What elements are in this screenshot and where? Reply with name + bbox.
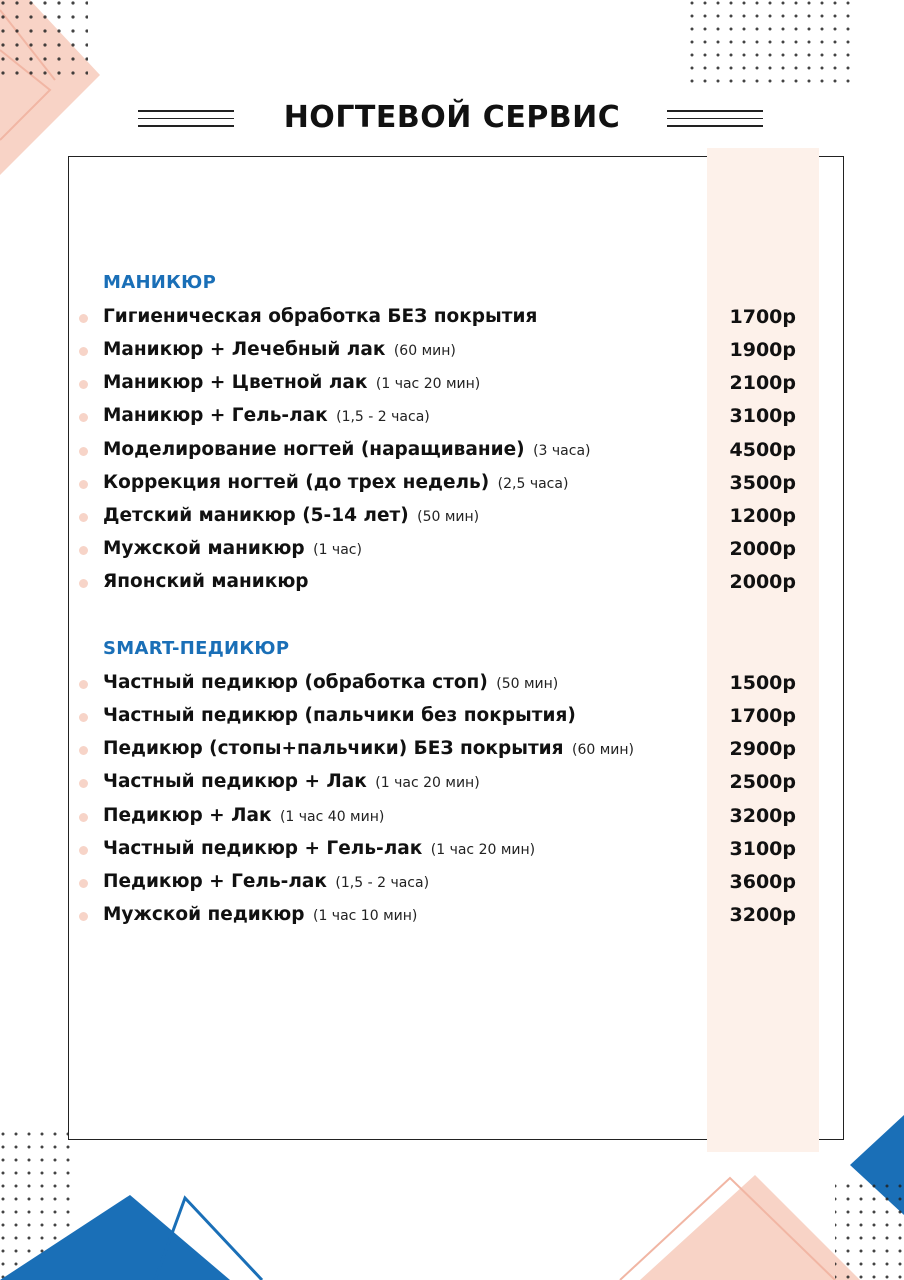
list-item [0, 735, 904, 765]
item-name: Маникюр + Лечебный лак [103, 339, 386, 360]
item-name: Маникюр + Цветной лак [103, 372, 368, 393]
item-price: 1700р [729, 306, 796, 328]
item-price: 3600р [729, 871, 796, 893]
bullet-icon [79, 680, 88, 689]
list-item [0, 802, 904, 832]
bullet-icon [79, 546, 88, 555]
item-name: Педикюр + Гель-лак [103, 871, 327, 892]
item-name: Частный педикюр + Гель-лак [103, 838, 423, 859]
item-price: 2500р [729, 771, 796, 793]
item-price: 1500р [729, 672, 796, 694]
item-name: Мужской маникюр [103, 538, 305, 559]
item-price: 2900р [729, 738, 796, 760]
section-title-manicure: МАНИКЮР [103, 272, 217, 293]
item-name: Маникюр + Гель-лак [103, 405, 328, 426]
bullet-icon [79, 813, 88, 822]
list-item [0, 436, 904, 466]
item-duration: (1 час 40 мин) [279, 809, 385, 825]
item-price: 1700р [729, 705, 796, 727]
item-price: 2000р [729, 538, 796, 560]
item-price: 3500р [729, 472, 796, 494]
bullet-icon [79, 314, 88, 323]
item-name: Гигиеническая обработка БЕЗ покрытия [103, 306, 538, 327]
item-duration: (1 час 20 мин) [430, 842, 536, 858]
item-name: Мужской педикюр [103, 904, 305, 925]
list-item [0, 669, 904, 699]
item-price: 3200р [729, 904, 796, 926]
item-price: 1900р [729, 339, 796, 361]
item-duration: (1 час 20 мин) [375, 775, 480, 791]
item-name: Частный педикюр (пальчики без покрытия) [103, 705, 576, 726]
bullet-icon [79, 480, 88, 489]
item-name: Коррекция ногтей (до трех недель) [103, 472, 490, 493]
bullet-icon [79, 447, 88, 456]
item-duration: (1,5 - 2 часа) [335, 875, 430, 891]
list-item [0, 402, 904, 432]
item-price: 3100р [729, 405, 796, 427]
item-name: Педикюр (стопы+пальчики) БЕЗ покрытия [103, 738, 564, 759]
top-left-triangles [0, 0, 100, 175]
top-right-dots [690, 0, 850, 90]
list-item [0, 835, 904, 865]
item-duration: (50 мин) [417, 509, 480, 525]
item-duration: (50 мин) [496, 676, 559, 692]
list-item [0, 336, 904, 366]
item-price: 1200р [729, 505, 796, 527]
item-price: 3100р [729, 838, 796, 860]
list-item [0, 469, 904, 499]
item-duration: (1 час 20 мин) [375, 376, 481, 392]
bottom-left-shapes [0, 1125, 262, 1280]
list-item [0, 502, 904, 532]
item-duration: (3 часа) [533, 443, 591, 459]
bullet-icon [79, 579, 88, 588]
bullet-icon [79, 380, 88, 389]
bullet-icon [79, 912, 88, 921]
item-duration: (1 час) [313, 542, 362, 558]
page-title: НОГТЕВОЙ СЕРВИС [283, 100, 621, 135]
title-decoration-right [667, 110, 763, 132]
item-duration: (1 час 10 мин) [312, 908, 418, 924]
item-name: Моделирование ногтей (наращивание) [103, 439, 525, 460]
price-column-background [707, 148, 819, 1152]
bullet-icon [79, 879, 88, 888]
bullet-icon [79, 746, 88, 755]
bullet-icon [79, 846, 88, 855]
bullet-icon [79, 713, 88, 722]
item-name: Детский маникюр (5-14 лет) [103, 505, 409, 526]
bullet-icon [79, 413, 88, 422]
list-item [0, 901, 904, 931]
item-price: 4500р [729, 439, 796, 461]
header [0, 98, 904, 142]
list-item [0, 535, 904, 565]
item-name: Японский маникюр [103, 571, 309, 592]
list-item [0, 303, 904, 333]
list-item [0, 868, 904, 898]
list-item [0, 702, 904, 732]
item-duration: (2,5 часа) [497, 476, 569, 492]
item-duration: (60 мин) [393, 343, 456, 359]
list-item [0, 768, 904, 798]
item-name: Частный педикюр (обработка стоп) [103, 672, 488, 693]
bullet-icon [79, 347, 88, 356]
bullet-icon [79, 779, 88, 788]
list-item [0, 369, 904, 399]
item-price: 2000р [729, 571, 796, 593]
item-name: Педикюр + Лак [103, 805, 272, 826]
item-duration: (1,5 - 2 часа) [336, 409, 430, 425]
bullet-icon [79, 513, 88, 522]
list-item [0, 568, 904, 598]
section-title-pedicure: SMART-ПЕДИКЮР [103, 638, 290, 659]
item-price: 2100р [729, 372, 796, 394]
item-duration: (60 мин) [571, 742, 634, 758]
item-name: Частный педикюр + Лак [103, 771, 367, 792]
item-price: 3200р [729, 805, 796, 827]
